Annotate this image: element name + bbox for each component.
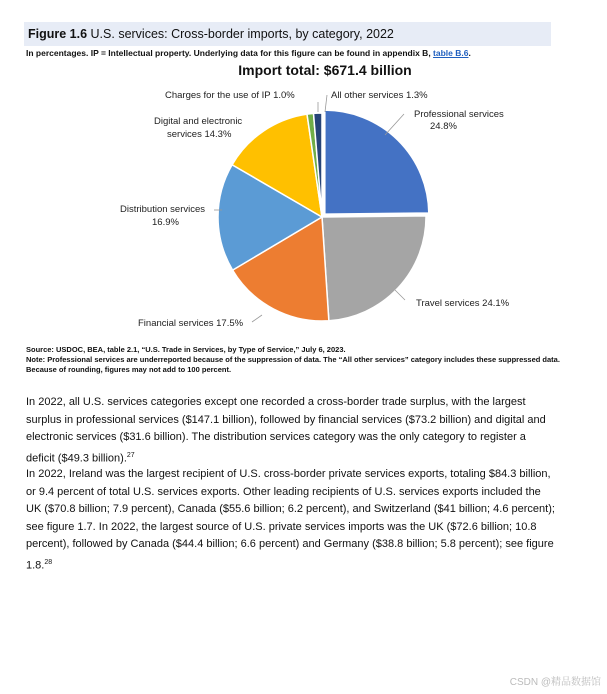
- leader-line: [252, 315, 262, 322]
- source-text: Source: USDOC, BEA, table 2.1, “U.S. Trade in Services, by Type of Service,” July 6, 2023.: [26, 345, 346, 354]
- leader-line: [395, 290, 405, 300]
- leader-line: [385, 114, 404, 135]
- pie-chart: [0, 0, 607, 340]
- footnote-ref[interactable]: 28: [44, 558, 53, 566]
- data-label-digital: Digital and electronic: [154, 116, 243, 127]
- footnote-ref[interactable]: 27: [126, 451, 135, 459]
- pie-slice-professional-services: [325, 110, 429, 214]
- paragraph-1: [26, 394, 556, 468]
- chart-source: [26, 345, 566, 375]
- data-label-digital-value: services 14.3%: [167, 129, 232, 140]
- figure-title-text: U.S. services: Cross-border imports, by category, 2022: [90, 27, 394, 41]
- data-label-travel: Travel services 24.1%: [416, 298, 510, 309]
- subtitle-end: .: [468, 48, 471, 58]
- data-label-professional-value: 24.8%: [430, 121, 457, 132]
- paragraph-text: In 2022, Ireland was the largest recipient of U.S. cross-border private services exports, totaling $84.3 billion, or 9.4 percent of total U.S. services exports. Other leading recipients of U.S. services exports included the UK ($70.8 billion; 7.9 percent), Canada ($55.6 billion; 6.2 percent), and Switzerland ($41 billion; 4.6 percent); see figure 1.7. In 2022, the largest source of U.S. private services imports was the UK ($72.6 billion; 10.8 percent), followed by Canada ($44.4 billion; 6.6 percent) and Germany ($38.8 billion; 5.8 percent); see figure 1.8.: [26, 468, 555, 572]
- data-label-other: All other services 1.3%: [331, 90, 428, 101]
- data-label-distribution: Distribution services: [120, 204, 205, 215]
- chart-title: Import total: $671.4 billion: [238, 62, 412, 78]
- pie-slice-travel-services: [322, 216, 426, 321]
- table-link[interactable]: table B.6: [433, 48, 469, 58]
- watermark: CSDN @精品数据馆: [509, 677, 601, 688]
- paragraph-2: [26, 466, 556, 575]
- figure-number: Figure 1.6: [28, 27, 88, 41]
- paragraph-text: In 2022, all U.S. services categories except one recorded a cross-border trade surplus, with the largest surplus in professional services ($147.1 billion), followed by financial services ($73.2 billion) and digital and electronic services ($31.6 billion). The distribution services category was the only category to register a deficit ($49.3 billion).: [26, 396, 546, 465]
- data-label-professional: Professional services: [414, 109, 504, 120]
- data-label-distribution-value: 16.9%: [152, 217, 179, 228]
- data-label-financial: Financial services 17.5%: [138, 318, 244, 329]
- note-text: Note: Professional services are underreported because of the suppression of data. The “All other services” category includes these suppressed data. Because of rounding, figures may not add to 100 percent.: [26, 355, 560, 374]
- data-label-ip: Charges for the use of IP 1.0%: [165, 90, 295, 101]
- subtitle-text: In percentages. IP = Intellectual property. Underlying data for this figure can be found in appendix B,: [26, 48, 434, 58]
